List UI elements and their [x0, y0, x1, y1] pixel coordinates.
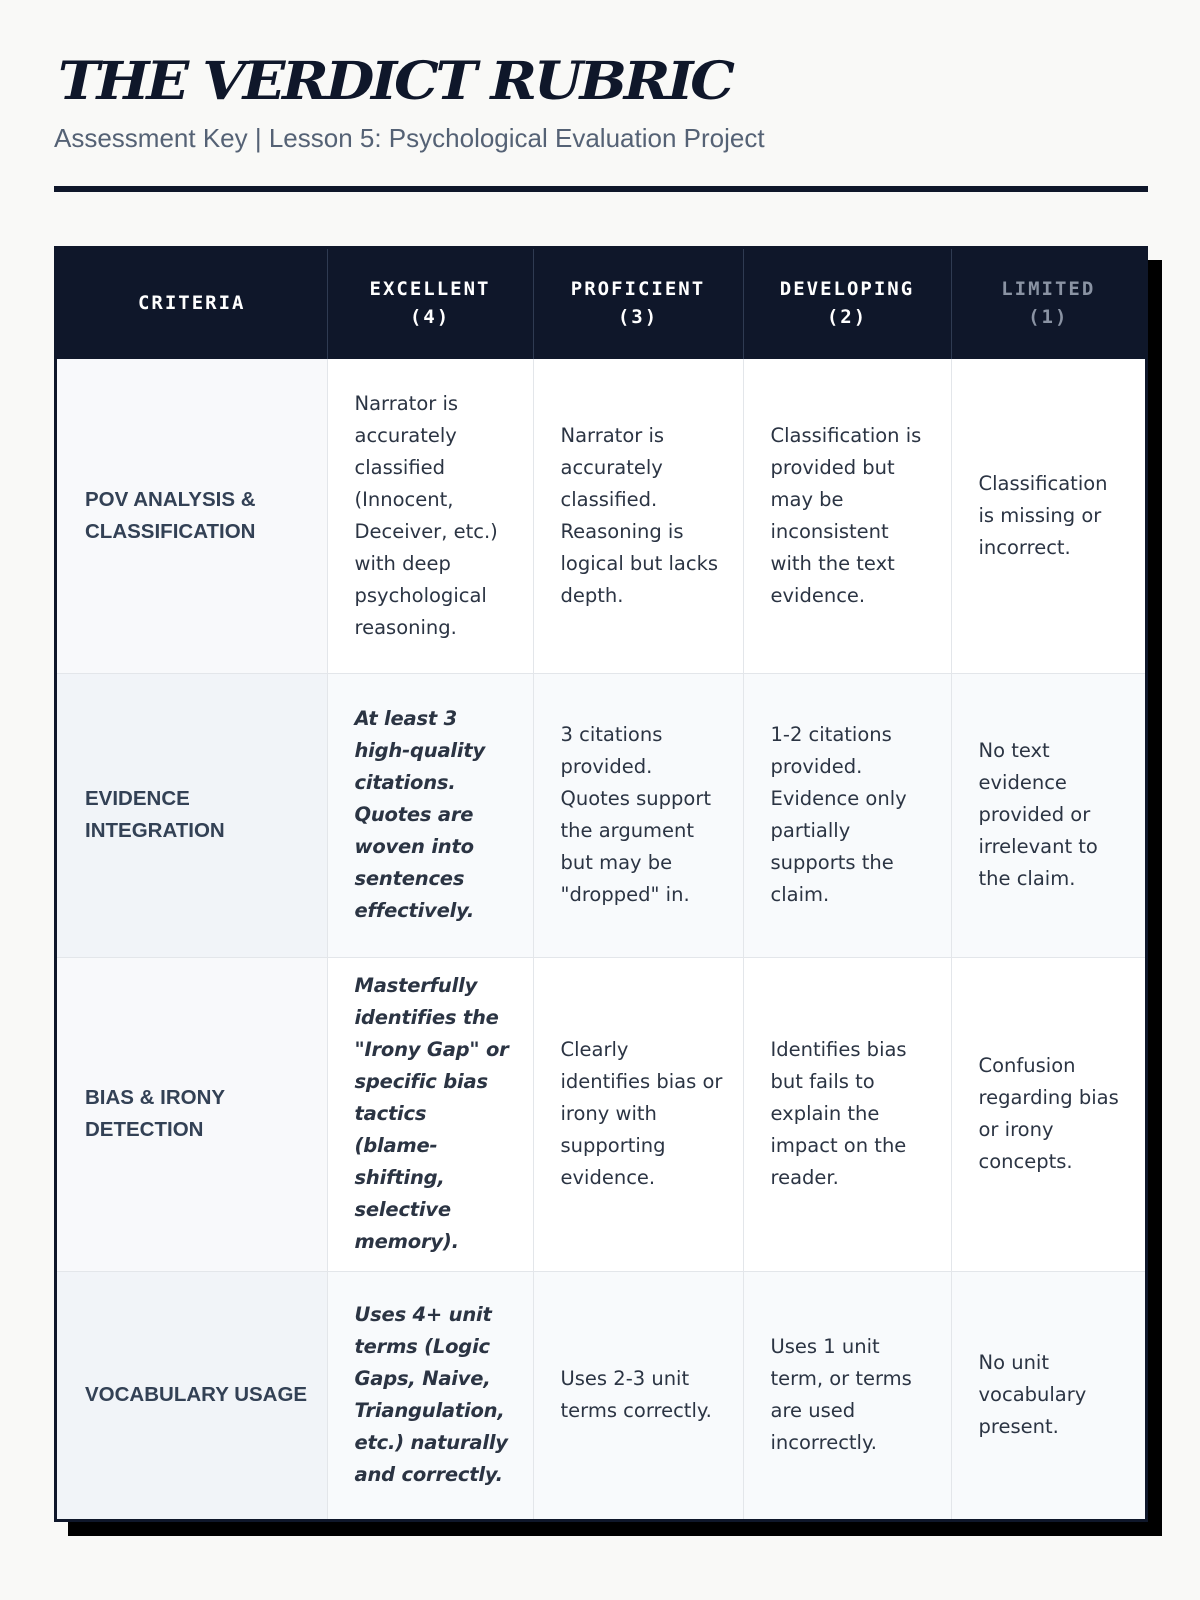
table-row	[57, 957, 1145, 1271]
developing-cell: Classification is provided but may be inconsistent with the text evidence.	[743, 359, 951, 673]
limited-cell: Classification is missing or incorrect.	[951, 359, 1145, 673]
excellent-text: Narrator is accurately classified (Innocent, Deceiver, etc.) with deep psychological reasoning.	[354, 391, 498, 639]
limited-cell: Confusion regarding bias or irony concepts.	[951, 957, 1145, 1271]
excellent-text: Uses 4+ unit terms (Logic Gaps, Naive, Triangulation, etc.) naturally and correctly.	[354, 1303, 508, 1487]
excellent-cell	[327, 359, 533, 673]
excellent-text: At least 3 high-quality citations. Quotes are woven into sentences effectively.	[354, 707, 486, 922]
criteria-cell: EVIDENCE INTEGRATION	[57, 673, 327, 957]
excellent-cell	[327, 1271, 533, 1519]
proficient-cell: Narrator is accurately classified. Reasoning is logical but lacks depth.	[533, 359, 743, 673]
criteria-cell: BIAS & IRONY DETECTION	[57, 957, 327, 1271]
header-divider	[54, 186, 1148, 192]
developing-cell: Uses 1 unit term, or terms are used incorrectly.	[743, 1271, 951, 1519]
excellent-text: Masterfully identifies the "Irony Gap" or specific bias tactics (blame-shifting, selective memory).	[354, 974, 509, 1253]
column-header-developing: DEVELOPING (2)	[743, 249, 951, 359]
rubric-table	[57, 249, 1145, 1519]
column-header-proficient: PROFICIENT (3)	[533, 249, 743, 359]
table-row	[57, 1271, 1145, 1519]
criteria-cell: VOCABULARY USAGE	[57, 1271, 327, 1519]
developing-cell: 1-2 citations provided. Evidence only partially supports the claim.	[743, 673, 951, 957]
proficient-cell: Clearly identifies bias or irony with supporting evidence.	[533, 957, 743, 1271]
column-header-criteria: CRITERIA	[57, 249, 327, 359]
criteria-cell: POV ANALYSIS & CLASSIFICATION	[57, 359, 327, 673]
proficient-cell: 3 citations provided. Quotes support the argument but may be "dropped" in.	[533, 673, 743, 957]
rubric-table-container	[54, 246, 1148, 1522]
table-header-row	[57, 249, 1145, 359]
page-subtitle: Assessment Key | Lesson 5: Psychological Evaluation Project	[54, 123, 765, 153]
excellent-cell	[327, 673, 533, 957]
column-header-limited: LIMITED (1)	[951, 249, 1145, 359]
excellent-cell	[327, 957, 533, 1271]
rubric-table-frame	[54, 246, 1148, 1522]
table-row	[57, 359, 1145, 673]
limited-cell: No text evidence provided or irrelevant to the claim.	[951, 673, 1145, 957]
page-title: THE VERDICT RUBRIC	[58, 51, 732, 112]
proficient-cell: Uses 2-3 unit terms correctly.	[533, 1271, 743, 1519]
table-row	[57, 673, 1145, 957]
limited-cell: No unit vocabulary present.	[951, 1271, 1145, 1519]
column-header-excellent: EXCELLENT (4)	[327, 249, 533, 359]
developing-cell: Identifies bias but fails to explain the impact on the reader.	[743, 957, 951, 1271]
